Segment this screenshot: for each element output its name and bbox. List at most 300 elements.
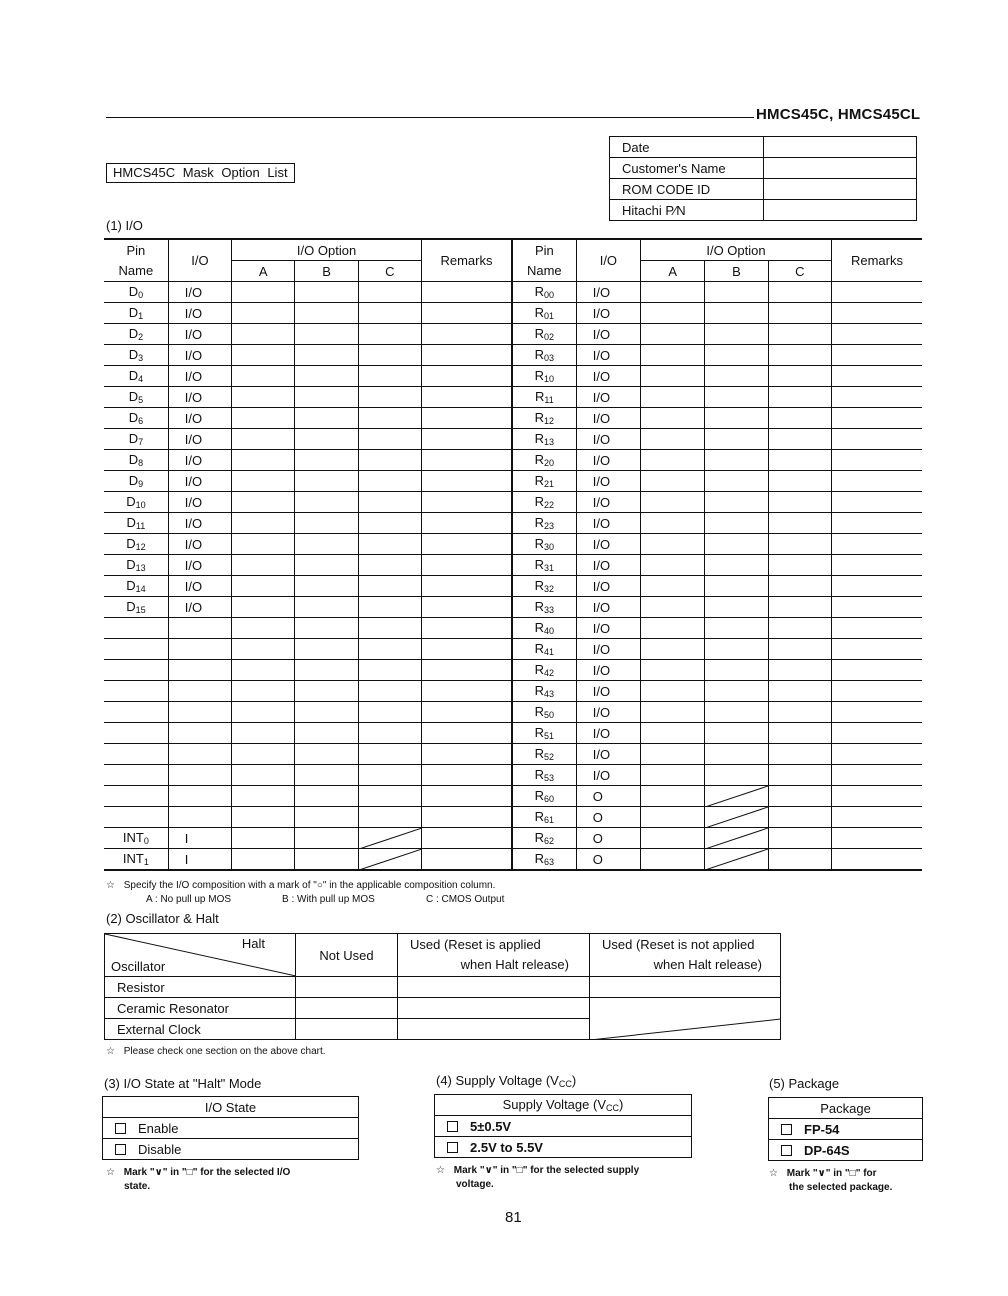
option-c-right[interactable] (768, 513, 831, 534)
option-c-left[interactable] (358, 513, 421, 534)
option-a-left[interactable] (232, 345, 295, 366)
table-row (104, 618, 922, 639)
option-c-right[interactable] (768, 786, 831, 807)
option-a-right[interactable] (641, 555, 705, 576)
io-type-left: I/O (168, 450, 231, 471)
pin-name-left (104, 639, 168, 660)
option-b-right[interactable] (705, 597, 768, 618)
option-b-left[interactable] (295, 681, 358, 702)
remarks-right[interactable] (831, 534, 922, 555)
pin-name-left: $D_1$ (104, 303, 168, 324)
remarks-left[interactable] (422, 786, 512, 807)
option-a-right[interactable] (641, 807, 705, 828)
remarks-left[interactable] (422, 471, 512, 492)
option-b-left[interactable] (295, 807, 358, 828)
remarks-right[interactable] (831, 765, 922, 786)
option-b-left[interactable] (295, 828, 358, 849)
option-c-left[interactable] (358, 492, 421, 513)
option-c-right[interactable] (768, 702, 831, 723)
option-a-right[interactable] (641, 849, 705, 871)
pin-name-right: $R_{50}$ (512, 702, 576, 723)
option-a-left[interactable] (232, 534, 295, 555)
option-b-left[interactable] (295, 492, 358, 513)
remarks-right[interactable] (831, 324, 922, 345)
option-c-right[interactable] (768, 681, 831, 702)
option-b-right[interactable] (705, 324, 768, 345)
package-option-dp64s[interactable]: DP-64S (769, 1140, 923, 1161)
remarks-left[interactable] (422, 450, 512, 471)
option-c-left[interactable] (358, 639, 421, 660)
remarks-right[interactable] (831, 849, 922, 871)
option-a-right[interactable] (641, 597, 705, 618)
info-value[interactable] (764, 179, 917, 200)
remarks-left[interactable] (422, 807, 512, 828)
option-a-left[interactable] (232, 597, 295, 618)
io-type-right: I/O (576, 723, 640, 744)
remarks-right[interactable] (831, 723, 922, 744)
table-row (104, 408, 922, 429)
osc-cell[interactable] (296, 1019, 398, 1040)
option-a-right[interactable] (641, 660, 705, 681)
remarks-left[interactable] (422, 555, 512, 576)
option-b-left[interactable] (295, 786, 358, 807)
option-c-left[interactable] (358, 450, 421, 471)
remarks-left[interactable] (422, 282, 512, 303)
io-type-left: I (168, 849, 231, 871)
option-a-right[interactable] (641, 450, 705, 471)
option-c-right[interactable] (768, 366, 831, 387)
option-b-right[interactable] (705, 303, 768, 324)
table-row (104, 786, 922, 807)
supply-option-2-5v[interactable]: 2.5V to 5.5V (435, 1137, 692, 1158)
remarks-left[interactable] (422, 639, 512, 660)
table-row (104, 513, 922, 534)
pin-name-right: $R_{23}$ (512, 513, 576, 534)
option-c-left[interactable] (358, 660, 421, 681)
option-b-right[interactable] (705, 471, 768, 492)
option-b-left[interactable] (295, 702, 358, 723)
checkbox-icon[interactable] (115, 1123, 126, 1134)
option-c-right[interactable] (768, 282, 831, 303)
option-a-right[interactable] (641, 828, 705, 849)
header-pin-right: Pin (512, 239, 576, 261)
option-b-right[interactable] (705, 723, 768, 744)
pin-name-left: $INT_0$ (104, 828, 168, 849)
info-value[interactable] (764, 137, 917, 158)
option-b-left[interactable] (295, 576, 358, 597)
remarks-right[interactable] (831, 639, 922, 660)
option-b-right[interactable] (705, 765, 768, 786)
option-a-left[interactable] (232, 408, 295, 429)
option-a-left[interactable] (232, 576, 295, 597)
option-c-left[interactable] (358, 576, 421, 597)
checkbox-icon[interactable] (447, 1142, 458, 1153)
remarks-left[interactable] (422, 492, 512, 513)
option-b-left[interactable] (295, 639, 358, 660)
option-b-right[interactable] (705, 450, 768, 471)
option-c-left[interactable] (358, 702, 421, 723)
pin-name-left: $D_{13}$ (104, 555, 168, 576)
option-c-left[interactable] (358, 681, 421, 702)
option-c-right[interactable] (768, 828, 831, 849)
option-b-left[interactable] (295, 513, 358, 534)
remarks-left[interactable] (422, 828, 512, 849)
option-c-right[interactable] (768, 471, 831, 492)
option-b-right[interactable] (705, 282, 768, 303)
osc-row-resistor: Resistor (105, 977, 296, 998)
info-label: Date (610, 137, 764, 158)
remarks-left[interactable] (422, 345, 512, 366)
option-a-left[interactable] (232, 492, 295, 513)
remarks-right[interactable] (831, 471, 922, 492)
remarks-left[interactable] (422, 660, 512, 681)
option-a-left[interactable] (232, 828, 295, 849)
option-a-left[interactable] (232, 471, 295, 492)
io-type-left (168, 786, 231, 807)
option-b-left[interactable] (295, 744, 358, 765)
supply-note: ☆ Mark "∨" in "□" for the selected supply voltage. (436, 1165, 640, 1190)
io-type-left: I/O (168, 345, 231, 366)
pin-name-right: $R_{13}$ (512, 429, 576, 450)
remarks-right[interactable] (831, 744, 922, 765)
header-col-b-right: B (705, 261, 768, 282)
osc-cell[interactable] (296, 998, 398, 1019)
option-c-right[interactable] (768, 807, 831, 828)
remarks-left[interactable] (422, 303, 512, 324)
remarks-right[interactable] (831, 450, 922, 471)
option-b-left[interactable] (295, 303, 358, 324)
option-a-right[interactable] (641, 786, 705, 807)
option-c-right[interactable] (768, 429, 831, 450)
info-value[interactable] (764, 158, 917, 179)
option-c-left[interactable] (358, 555, 421, 576)
option-b-right[interactable] (705, 387, 768, 408)
option-c-right[interactable] (768, 723, 831, 744)
option-b-left[interactable] (295, 618, 358, 639)
option-c-left[interactable] (358, 744, 421, 765)
remarks-right[interactable] (831, 345, 922, 366)
option-c-left[interactable] (358, 408, 421, 429)
option-c-right[interactable] (768, 618, 831, 639)
option-a-right[interactable] (641, 576, 705, 597)
option-b-right[interactable] (705, 492, 768, 513)
remarks-right[interactable] (831, 786, 922, 807)
option-b-right[interactable] (705, 345, 768, 366)
option-c-left[interactable] (358, 765, 421, 786)
option-b-left[interactable] (295, 282, 358, 303)
option-b-right[interactable] (705, 513, 768, 534)
option-b-left[interactable] (295, 366, 358, 387)
option-c-left[interactable] (358, 282, 421, 303)
option-a-right[interactable] (641, 513, 705, 534)
pin-name-right: $R_{11}$ (512, 387, 576, 408)
io-type-right: I/O (576, 576, 640, 597)
remarks-right[interactable] (831, 807, 922, 828)
option-c-right[interactable] (768, 345, 831, 366)
checkbox-icon[interactable] (781, 1145, 792, 1156)
pin-name-right: $R_{63}$ (512, 849, 576, 871)
pin-name-right: $R_{43}$ (512, 681, 576, 702)
option-c-right[interactable] (768, 387, 831, 408)
option-a-right[interactable] (641, 744, 705, 765)
option-a-right[interactable] (641, 534, 705, 555)
io-legend-c: C : CMOS Output (426, 894, 505, 905)
remarks-right[interactable] (831, 681, 922, 702)
osc-cell[interactable] (398, 998, 590, 1019)
remarks-right[interactable] (831, 492, 922, 513)
option-c-left[interactable] (358, 366, 421, 387)
io-option-table (104, 238, 922, 871)
halt-option-enable[interactable]: Enable (103, 1118, 359, 1139)
io-type-right: I/O (576, 345, 640, 366)
pin-name-left: $D_4$ (104, 366, 168, 387)
option-b-left[interactable] (295, 450, 358, 471)
table-row (104, 807, 922, 828)
remarks-left[interactable] (422, 576, 512, 597)
remarks-left[interactable] (422, 408, 512, 429)
option-b-left[interactable] (295, 324, 358, 345)
option-a-left[interactable] (232, 681, 295, 702)
option-b-right[interactable] (705, 681, 768, 702)
option-b-left[interactable] (295, 765, 358, 786)
option-a-right[interactable] (641, 303, 705, 324)
option-a-right[interactable] (641, 702, 705, 723)
option-a-left[interactable] (232, 849, 295, 871)
option-a-left[interactable] (232, 324, 295, 345)
remarks-left[interactable] (422, 723, 512, 744)
option-a-left[interactable] (232, 807, 295, 828)
option-cell-crossed (705, 828, 768, 849)
pin-name-left (104, 765, 168, 786)
io-type-left: I/O (168, 576, 231, 597)
option-c-right[interactable] (768, 450, 831, 471)
checkbox-icon[interactable] (115, 1144, 126, 1155)
pin-name-right: $R_{10}$ (512, 366, 576, 387)
remarks-right[interactable] (831, 618, 922, 639)
remarks-right[interactable] (831, 387, 922, 408)
option-a-left[interactable] (232, 639, 295, 660)
option-b-right[interactable] (705, 744, 768, 765)
remarks-left[interactable] (422, 534, 512, 555)
remarks-left[interactable] (422, 618, 512, 639)
option-a-left[interactable] (232, 702, 295, 723)
remarks-left[interactable] (422, 387, 512, 408)
option-a-left[interactable] (232, 450, 295, 471)
option-b-right[interactable] (705, 555, 768, 576)
remarks-right[interactable] (831, 702, 922, 723)
option-c-left[interactable] (358, 597, 421, 618)
option-b-right[interactable] (705, 366, 768, 387)
remarks-right[interactable] (831, 303, 922, 324)
remarks-right[interactable] (831, 660, 922, 681)
remarks-left[interactable] (422, 366, 512, 387)
option-a-right[interactable] (641, 681, 705, 702)
option-c-left[interactable] (358, 429, 421, 450)
remarks-left[interactable] (422, 765, 512, 786)
option-a-left[interactable] (232, 303, 295, 324)
option-a-right[interactable] (641, 282, 705, 303)
halt-note: ☆ Mark "∨" in "□" for the selected I/O state. (106, 1167, 291, 1192)
option-a-right[interactable] (641, 471, 705, 492)
pin-name-right: $R_{03}$ (512, 345, 576, 366)
io-type-left (168, 807, 231, 828)
io-type-left: I/O (168, 429, 231, 450)
osc-cell[interactable] (296, 977, 398, 998)
option-c-right[interactable] (768, 408, 831, 429)
option-c-right[interactable] (768, 555, 831, 576)
remarks-right[interactable] (831, 429, 922, 450)
option-a-left[interactable] (232, 765, 295, 786)
option-a-right[interactable] (641, 408, 705, 429)
option-c-right[interactable] (768, 660, 831, 681)
option-b-left[interactable] (295, 534, 358, 555)
option-c-right[interactable] (768, 639, 831, 660)
option-a-right[interactable] (641, 387, 705, 408)
option-a-right[interactable] (641, 345, 705, 366)
info-value[interactable] (764, 200, 917, 221)
io-type-right: I/O (576, 366, 640, 387)
option-a-right[interactable] (641, 324, 705, 345)
option-b-left[interactable] (295, 408, 358, 429)
option-a-left[interactable] (232, 786, 295, 807)
info-row (610, 137, 917, 158)
remarks-left[interactable] (422, 324, 512, 345)
remarks-left[interactable] (422, 597, 512, 618)
option-c-right[interactable] (768, 324, 831, 345)
checkbox-icon[interactable] (447, 1121, 458, 1132)
option-b-left[interactable] (295, 849, 358, 871)
option-c-right[interactable] (768, 534, 831, 555)
table-row (104, 681, 922, 702)
remarks-right[interactable] (831, 576, 922, 597)
table-row (104, 723, 922, 744)
remarks-right[interactable] (831, 828, 922, 849)
table-row (104, 555, 922, 576)
option-b-left[interactable] (295, 723, 358, 744)
remarks-right[interactable] (831, 408, 922, 429)
option-a-left[interactable] (232, 660, 295, 681)
remarks-right[interactable] (831, 597, 922, 618)
pin-name-left: $D_2$ (104, 324, 168, 345)
option-c-left[interactable] (358, 723, 421, 744)
diagonal-line (359, 849, 422, 870)
remarks-right[interactable] (831, 282, 922, 303)
pin-name-left: $D_0$ (104, 282, 168, 303)
option-b-left[interactable] (295, 387, 358, 408)
option-a-right[interactable] (641, 492, 705, 513)
remarks-right[interactable] (831, 513, 922, 534)
option-c-right[interactable] (768, 576, 831, 597)
option-c-left[interactable] (358, 618, 421, 639)
option-a-left[interactable] (232, 387, 295, 408)
option-b-left[interactable] (295, 471, 358, 492)
option-a-left[interactable] (232, 744, 295, 765)
option-c-left[interactable] (358, 534, 421, 555)
header-col-a: A (232, 261, 295, 282)
osc-cell[interactable] (590, 977, 781, 998)
option-a-right[interactable] (641, 429, 705, 450)
option-b-right[interactable] (705, 639, 768, 660)
io-legend-a: A : No pull up MOS (146, 894, 232, 905)
option-b-left[interactable] (295, 597, 358, 618)
option-b-right[interactable] (705, 660, 768, 681)
option-a-left[interactable] (232, 618, 295, 639)
option-c-right[interactable] (768, 597, 831, 618)
option-a-right[interactable] (641, 639, 705, 660)
remarks-left[interactable] (422, 744, 512, 765)
option-c-right[interactable] (768, 849, 831, 871)
option-a-right[interactable] (641, 366, 705, 387)
option-a-left[interactable] (232, 723, 295, 744)
option-a-left[interactable] (232, 282, 295, 303)
option-b-right[interactable] (705, 429, 768, 450)
option-a-right[interactable] (641, 723, 705, 744)
option-c-left[interactable] (358, 324, 421, 345)
option-a-left[interactable] (232, 555, 295, 576)
package-option-fp54[interactable]: FP-54 (769, 1119, 923, 1140)
option-c-left[interactable] (358, 471, 421, 492)
remarks-left[interactable] (422, 702, 512, 723)
option-b-left[interactable] (295, 345, 358, 366)
option-b-right[interactable] (705, 534, 768, 555)
option-b-right[interactable] (705, 408, 768, 429)
option-a-right[interactable] (641, 618, 705, 639)
remarks-right[interactable] (831, 366, 922, 387)
option-b-right[interactable] (705, 618, 768, 639)
remarks-left[interactable] (422, 849, 512, 871)
table-row (104, 324, 922, 345)
option-c-right[interactable] (768, 303, 831, 324)
halt-section-title: (3) I/O State at "Halt" Mode (104, 1076, 262, 1091)
checkbox-icon[interactable] (781, 1124, 792, 1135)
io-type-right: I/O (576, 408, 640, 429)
table-row (104, 450, 922, 471)
option-c-right[interactable] (768, 492, 831, 513)
supply-option-5v[interactable]: 5±0.5V (435, 1116, 692, 1137)
remarks-left[interactable] (422, 429, 512, 450)
io-type-left (168, 765, 231, 786)
header-io-option: I/O Option (232, 239, 422, 261)
option-b-left[interactable] (295, 660, 358, 681)
option-a-left[interactable] (232, 513, 295, 534)
option-a-right[interactable] (641, 765, 705, 786)
package-table (768, 1097, 923, 1161)
pin-name-right: $R_{42}$ (512, 660, 576, 681)
option-a-left[interactable] (232, 366, 295, 387)
option-b-right[interactable] (705, 702, 768, 723)
table-row (104, 471, 922, 492)
remarks-left[interactable] (422, 681, 512, 702)
option-c-left[interactable] (358, 387, 421, 408)
osc-cell[interactable] (398, 977, 590, 998)
option-c-right[interactable] (768, 765, 831, 786)
option-c-left[interactable] (358, 345, 421, 366)
option-c-right[interactable] (768, 744, 831, 765)
remarks-right[interactable] (831, 555, 922, 576)
option-c-left[interactable] (358, 303, 421, 324)
io-type-left: I/O (168, 597, 231, 618)
halt-option-disable[interactable]: Disable (103, 1139, 359, 1160)
option-c-left[interactable] (358, 786, 421, 807)
option-b-right[interactable] (705, 576, 768, 597)
option-c-left[interactable] (358, 807, 421, 828)
option-a-left[interactable] (232, 429, 295, 450)
remarks-left[interactable] (422, 513, 512, 534)
option-b-left[interactable] (295, 429, 358, 450)
option-b-left[interactable] (295, 555, 358, 576)
osc-cell[interactable] (398, 1019, 590, 1040)
pin-name-right: $R_{02}$ (512, 324, 576, 345)
